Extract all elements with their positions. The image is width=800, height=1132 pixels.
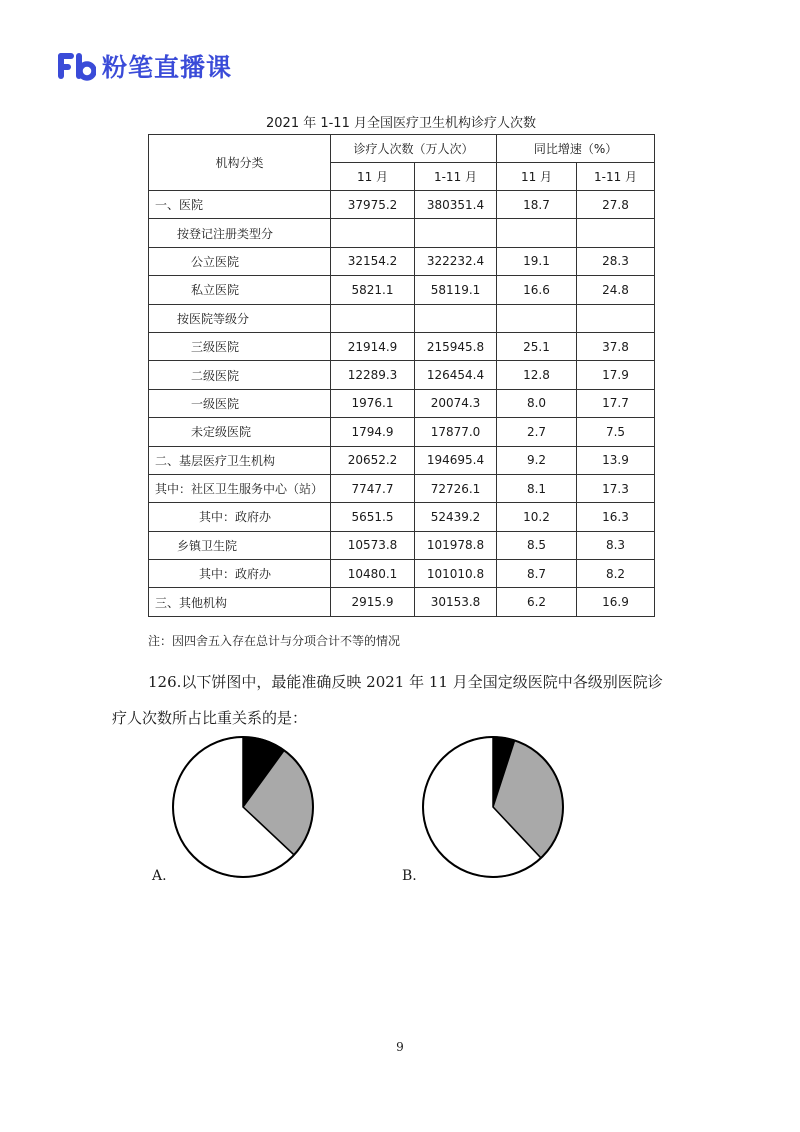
cell: [415, 219, 497, 247]
question-line-1: 126.以下饼图中，最能准确反映 2021 年 11 月全国定级医院中各级别医院诊: [148, 673, 663, 691]
cell: 126454.4: [415, 361, 497, 389]
pie-chart-b: [420, 734, 566, 880]
row-label: 三、其他机构: [149, 588, 331, 616]
cell: 25.1: [497, 332, 577, 360]
table-row: [149, 276, 655, 304]
cell: 10.2: [497, 503, 577, 531]
cell: 8.5: [497, 531, 577, 559]
cell: 13.9: [577, 446, 655, 474]
table-row: [149, 389, 655, 417]
row-label: 公立医院: [149, 247, 331, 275]
cell: 1976.1: [331, 389, 415, 417]
cell: 16.6: [497, 276, 577, 304]
fenbi-logo-icon: [56, 49, 96, 83]
question-text: [112, 664, 712, 736]
row-label: 二级医院: [149, 361, 331, 389]
row-label: 乡镇卫生院: [149, 531, 331, 559]
cell: 37975.2: [331, 191, 415, 219]
row-label: 二、基层医疗卫生机构: [149, 446, 331, 474]
row-label: 其中：政府办: [149, 560, 331, 588]
row-label: 按医院等级分: [149, 304, 331, 332]
cell: 17.7: [577, 389, 655, 417]
cell: 16.3: [577, 503, 655, 531]
cell: 18.7: [497, 191, 577, 219]
cell: 322232.4: [415, 247, 497, 275]
cell: [497, 219, 577, 247]
cell: 24.8: [577, 276, 655, 304]
table-title: 2021 年 1-11 月全国医疗卫生机构诊疗人次数: [266, 116, 536, 131]
table-row: [149, 332, 655, 360]
row-label: 未定级医院: [149, 418, 331, 446]
table-row: [149, 418, 655, 446]
cell: 20652.2: [331, 446, 415, 474]
header-growth: 同比增速（%）: [497, 135, 655, 163]
cell: 2.7: [497, 418, 577, 446]
cell: 17.9: [577, 361, 655, 389]
header-category: 机构分类: [149, 135, 331, 191]
cell: 215945.8: [415, 332, 497, 360]
table-row: [149, 588, 655, 616]
cell: 8.0: [497, 389, 577, 417]
cell: 16.9: [577, 588, 655, 616]
cell: 2915.9: [331, 588, 415, 616]
row-label: 一、医院: [149, 191, 331, 219]
cell: 8.7: [497, 560, 577, 588]
cell: 9.2: [497, 446, 577, 474]
row-label: 其中：社区卫生服务中心（站）: [149, 474, 331, 502]
table-note: 注：因四舍五入存在总计与分项合计不等的情况: [148, 634, 401, 648]
option-a-label[interactable]: A.: [152, 868, 167, 884]
cell: 7747.7: [331, 474, 415, 502]
cell: 380351.4: [415, 191, 497, 219]
cell: 28.3: [577, 247, 655, 275]
table-row: [149, 219, 655, 247]
brand-logo: [56, 48, 232, 84]
visits-table: [148, 134, 655, 617]
table-row: [149, 361, 655, 389]
cell: 1794.9: [331, 418, 415, 446]
cell: 10480.1: [331, 560, 415, 588]
cell: 21914.9: [331, 332, 415, 360]
header-sub: 1-11 月: [415, 163, 497, 191]
table-row: [149, 191, 655, 219]
cell: 19.1: [497, 247, 577, 275]
question-line-2: 疗人次数所占比重关系的是：: [112, 709, 308, 727]
cell: [577, 219, 655, 247]
cell: 20074.3: [415, 389, 497, 417]
cell: [415, 304, 497, 332]
cell: 37.8: [577, 332, 655, 360]
row-label: 三级医院: [149, 332, 331, 360]
cell: 101010.8: [415, 560, 497, 588]
cell: 12289.3: [331, 361, 415, 389]
header-sub: 1-11 月: [577, 163, 655, 191]
cell: 32154.2: [331, 247, 415, 275]
cell: 6.2: [497, 588, 577, 616]
table-row: [149, 474, 655, 502]
option-b-label[interactable]: B.: [402, 868, 417, 884]
cell: 7.5: [577, 418, 655, 446]
cell: [497, 304, 577, 332]
cell: [577, 304, 655, 332]
cell: 101978.8: [415, 531, 497, 559]
cell: 8.3: [577, 531, 655, 559]
cell: 5821.1: [331, 276, 415, 304]
page-number: 9: [396, 1040, 404, 1054]
cell: 8.1: [497, 474, 577, 502]
pie-chart-a: [170, 734, 316, 880]
row-label: 其中：政府办: [149, 503, 331, 531]
cell: 10573.8: [331, 531, 415, 559]
header-visits: 诊疗人次数（万人次）: [331, 135, 497, 163]
cell: [331, 219, 415, 247]
cell: 17.3: [577, 474, 655, 502]
header-sub: 11 月: [331, 163, 415, 191]
cell: 58119.1: [415, 276, 497, 304]
cell: 12.8: [497, 361, 577, 389]
cell: 8.2: [577, 560, 655, 588]
cell: 30153.8: [415, 588, 497, 616]
table-row: [149, 560, 655, 588]
table-row: [149, 446, 655, 474]
cell: 194695.4: [415, 446, 497, 474]
cell: 17877.0: [415, 418, 497, 446]
cell: 5651.5: [331, 503, 415, 531]
table-row: [149, 247, 655, 275]
cell: [331, 304, 415, 332]
table-row: [149, 304, 655, 332]
cell: 52439.2: [415, 503, 497, 531]
header-sub: 11 月: [497, 163, 577, 191]
brand-name: 粉笔直播课: [102, 53, 233, 82]
cell: 72726.1: [415, 474, 497, 502]
table-row: [149, 531, 655, 559]
row-label: 私立医院: [149, 276, 331, 304]
table-row: [149, 503, 655, 531]
row-label: 一级医院: [149, 389, 331, 417]
row-label: 按登记注册类型分: [149, 219, 331, 247]
cell: 27.8: [577, 191, 655, 219]
